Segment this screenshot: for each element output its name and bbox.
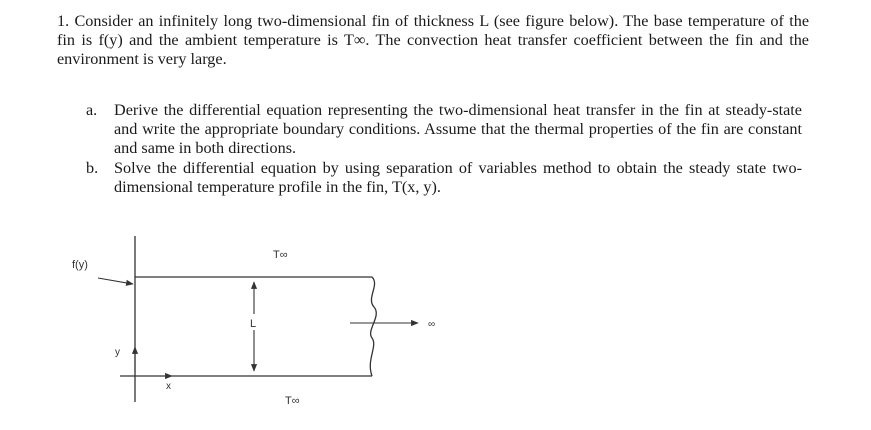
base-arrow xyxy=(98,278,133,284)
y-axis-label: y xyxy=(115,347,120,358)
sub-question-label: a. xyxy=(86,101,98,119)
ambient-temperature-top: T∞ xyxy=(273,249,288,261)
x-axis-label: x xyxy=(166,381,171,392)
break-line xyxy=(370,277,376,376)
thickness-label: L xyxy=(250,318,257,330)
sub-question-label: b. xyxy=(86,159,99,177)
infinity-label: ∞ xyxy=(428,319,436,330)
ambient-temperature-bottom: T∞ xyxy=(285,395,300,407)
sub-question-text: Solve the differential equation by using separation of variables method to obtain the steady state two-dimensional temperature profile in the fin, T(x, y). xyxy=(114,159,802,196)
base-temperature-label: f(y) xyxy=(72,259,88,271)
problem-statement: 1. Consider an infinitely long two-dimensional fin of thickness L (see figure below). The base temperature of the fin is f(y) and the ambient temperature is T∞. The convection heat transfer coefficient between the fin and the environment is very large. xyxy=(57,12,809,68)
sub-question-text: Derive the differential equation representing the two-dimensional heat transfer in the fin at steady-state and write the appropriate boundary conditions. Assume that the thermal properties of the fin are constant and same in both directions. xyxy=(114,101,802,157)
